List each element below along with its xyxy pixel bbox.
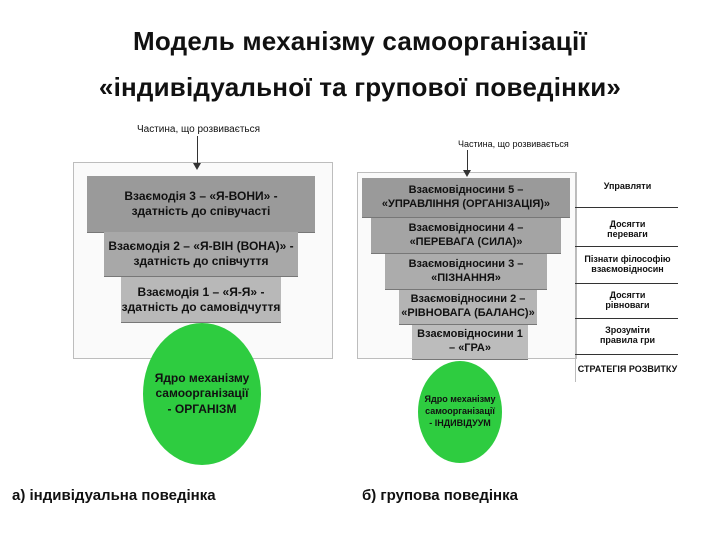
left-tier-1-line-1: Взаємодія 1 – «Я-Я» -: [137, 284, 265, 299]
side-label-advantage: [575, 219, 680, 240]
right-tier-relations-1: [412, 325, 528, 359]
diagram-title-line-1: Модель механізму самоорганізації: [133, 26, 587, 56]
side-label-balance-line-2: рівноваги: [605, 300, 650, 311]
right-top-label: Частина, що розвивається: [458, 139, 569, 149]
left-tier-interaction-3: [87, 176, 315, 232]
left-top-label: Частина, що розвивається: [137, 124, 261, 135]
side-label-philosophy-line-1: Пізнати філософію: [584, 254, 671, 264]
left-tier-1-line-2: здатність до самовідчуття: [121, 299, 281, 314]
right-tier-3-line-2: «ПІЗНАННЯ»: [431, 271, 501, 284]
right-tier-4-line-2: «ПЕРЕВАГА (СИЛА)»: [409, 235, 523, 248]
side-label-balance-line-1: Досягти: [609, 290, 646, 300]
side-label-philosophy-line-2: взаємовідносин: [591, 264, 664, 275]
right-arrow-head: [463, 170, 471, 177]
side-separator-4: [575, 318, 678, 319]
left-arrow-head: [193, 163, 201, 170]
left-core-line-2: самоорганізації: [155, 386, 249, 401]
right-tier-5-line-1: Взаємовідносини 5 –: [408, 183, 524, 196]
side-label-game-rules: [575, 325, 680, 346]
left-tier-interaction-2: [104, 232, 298, 276]
right-tier-1-line-1: Взаємовідносини 1: [417, 328, 523, 341]
right-arrow-line: [467, 150, 468, 172]
left-core-organism: [143, 323, 261, 465]
right-tier-2-line-2: «РІВНОВАГА (БАЛАНС)»: [401, 307, 535, 319]
left-core-line-1: Ядро механізму: [154, 370, 250, 385]
side-separator-5: [575, 354, 678, 355]
left-tier-3-line-1: Взаємодія 3 – «Я-ВОНИ» -: [124, 189, 278, 203]
left-tier-3-line-2: здатність до співучасті: [131, 204, 271, 218]
left-tier-2-line-2: здатність до співчуття: [133, 254, 269, 268]
side-label-advantage-line-2: переваги: [607, 229, 648, 240]
side-label-strategy: [575, 364, 680, 374]
right-core-line-3: - ІНДИВІДУУМ: [429, 417, 491, 428]
right-tier-3-line-1: Взаємовідносини 3 –: [408, 257, 524, 270]
left-tier-2-line-1: Взаємодія 2 – «Я-ВІН (ВОНА)» -: [108, 239, 294, 253]
side-label-manage: [575, 181, 680, 191]
right-core-individuum: [418, 361, 502, 463]
side-label-game-rules-line-1: Зрозуміти: [605, 325, 650, 335]
right-core-line-2: самоорганізації: [425, 406, 495, 417]
side-label-manage-line-1: Управляти: [603, 181, 652, 191]
right-tier-5-line-2: «УПРАВЛІННЯ (ОРГАНІЗАЦІЯ)»: [381, 197, 551, 210]
right-core-line-1: Ядро механізму: [424, 394, 496, 405]
right-tier-relations-4: [371, 218, 561, 253]
left-core-line-3: - ОРГАНІЗМ: [167, 401, 237, 416]
side-label-advantage-line-1: Досягти: [609, 219, 646, 229]
right-tier-relations-5: [362, 178, 570, 217]
side-separator-3: [575, 283, 678, 284]
side-label-game-rules-line-2: правила гри: [599, 335, 655, 346]
side-scale-divider: [575, 172, 576, 382]
right-tier-4-line-1: Взаємовідносини 4 –: [408, 221, 524, 234]
diagram-title-line-2: «індивідуальної та групової поведінки»: [98, 72, 622, 102]
right-tier-relations-3: [385, 254, 547, 289]
side-label-strategy-line-1: СТРАТЕГІЯ РОЗВИТКУ: [577, 364, 678, 374]
right-tier-relations-2: [399, 290, 537, 324]
side-label-balance: [575, 290, 680, 311]
right-tier-2-line-1: Взаємовідносини 2 –: [410, 293, 526, 306]
left-caption: а) індивідуальна поведінка: [12, 487, 216, 504]
left-tier-interaction-1: [121, 277, 281, 322]
side-separator-2: [575, 246, 678, 247]
side-separator-1: [575, 207, 678, 208]
side-label-philosophy: [575, 254, 680, 275]
left-arrow-line: [197, 136, 198, 165]
right-tier-1-line-2: – «ГРА»: [449, 342, 491, 354]
right-caption: б) групова поведінка: [362, 487, 518, 504]
